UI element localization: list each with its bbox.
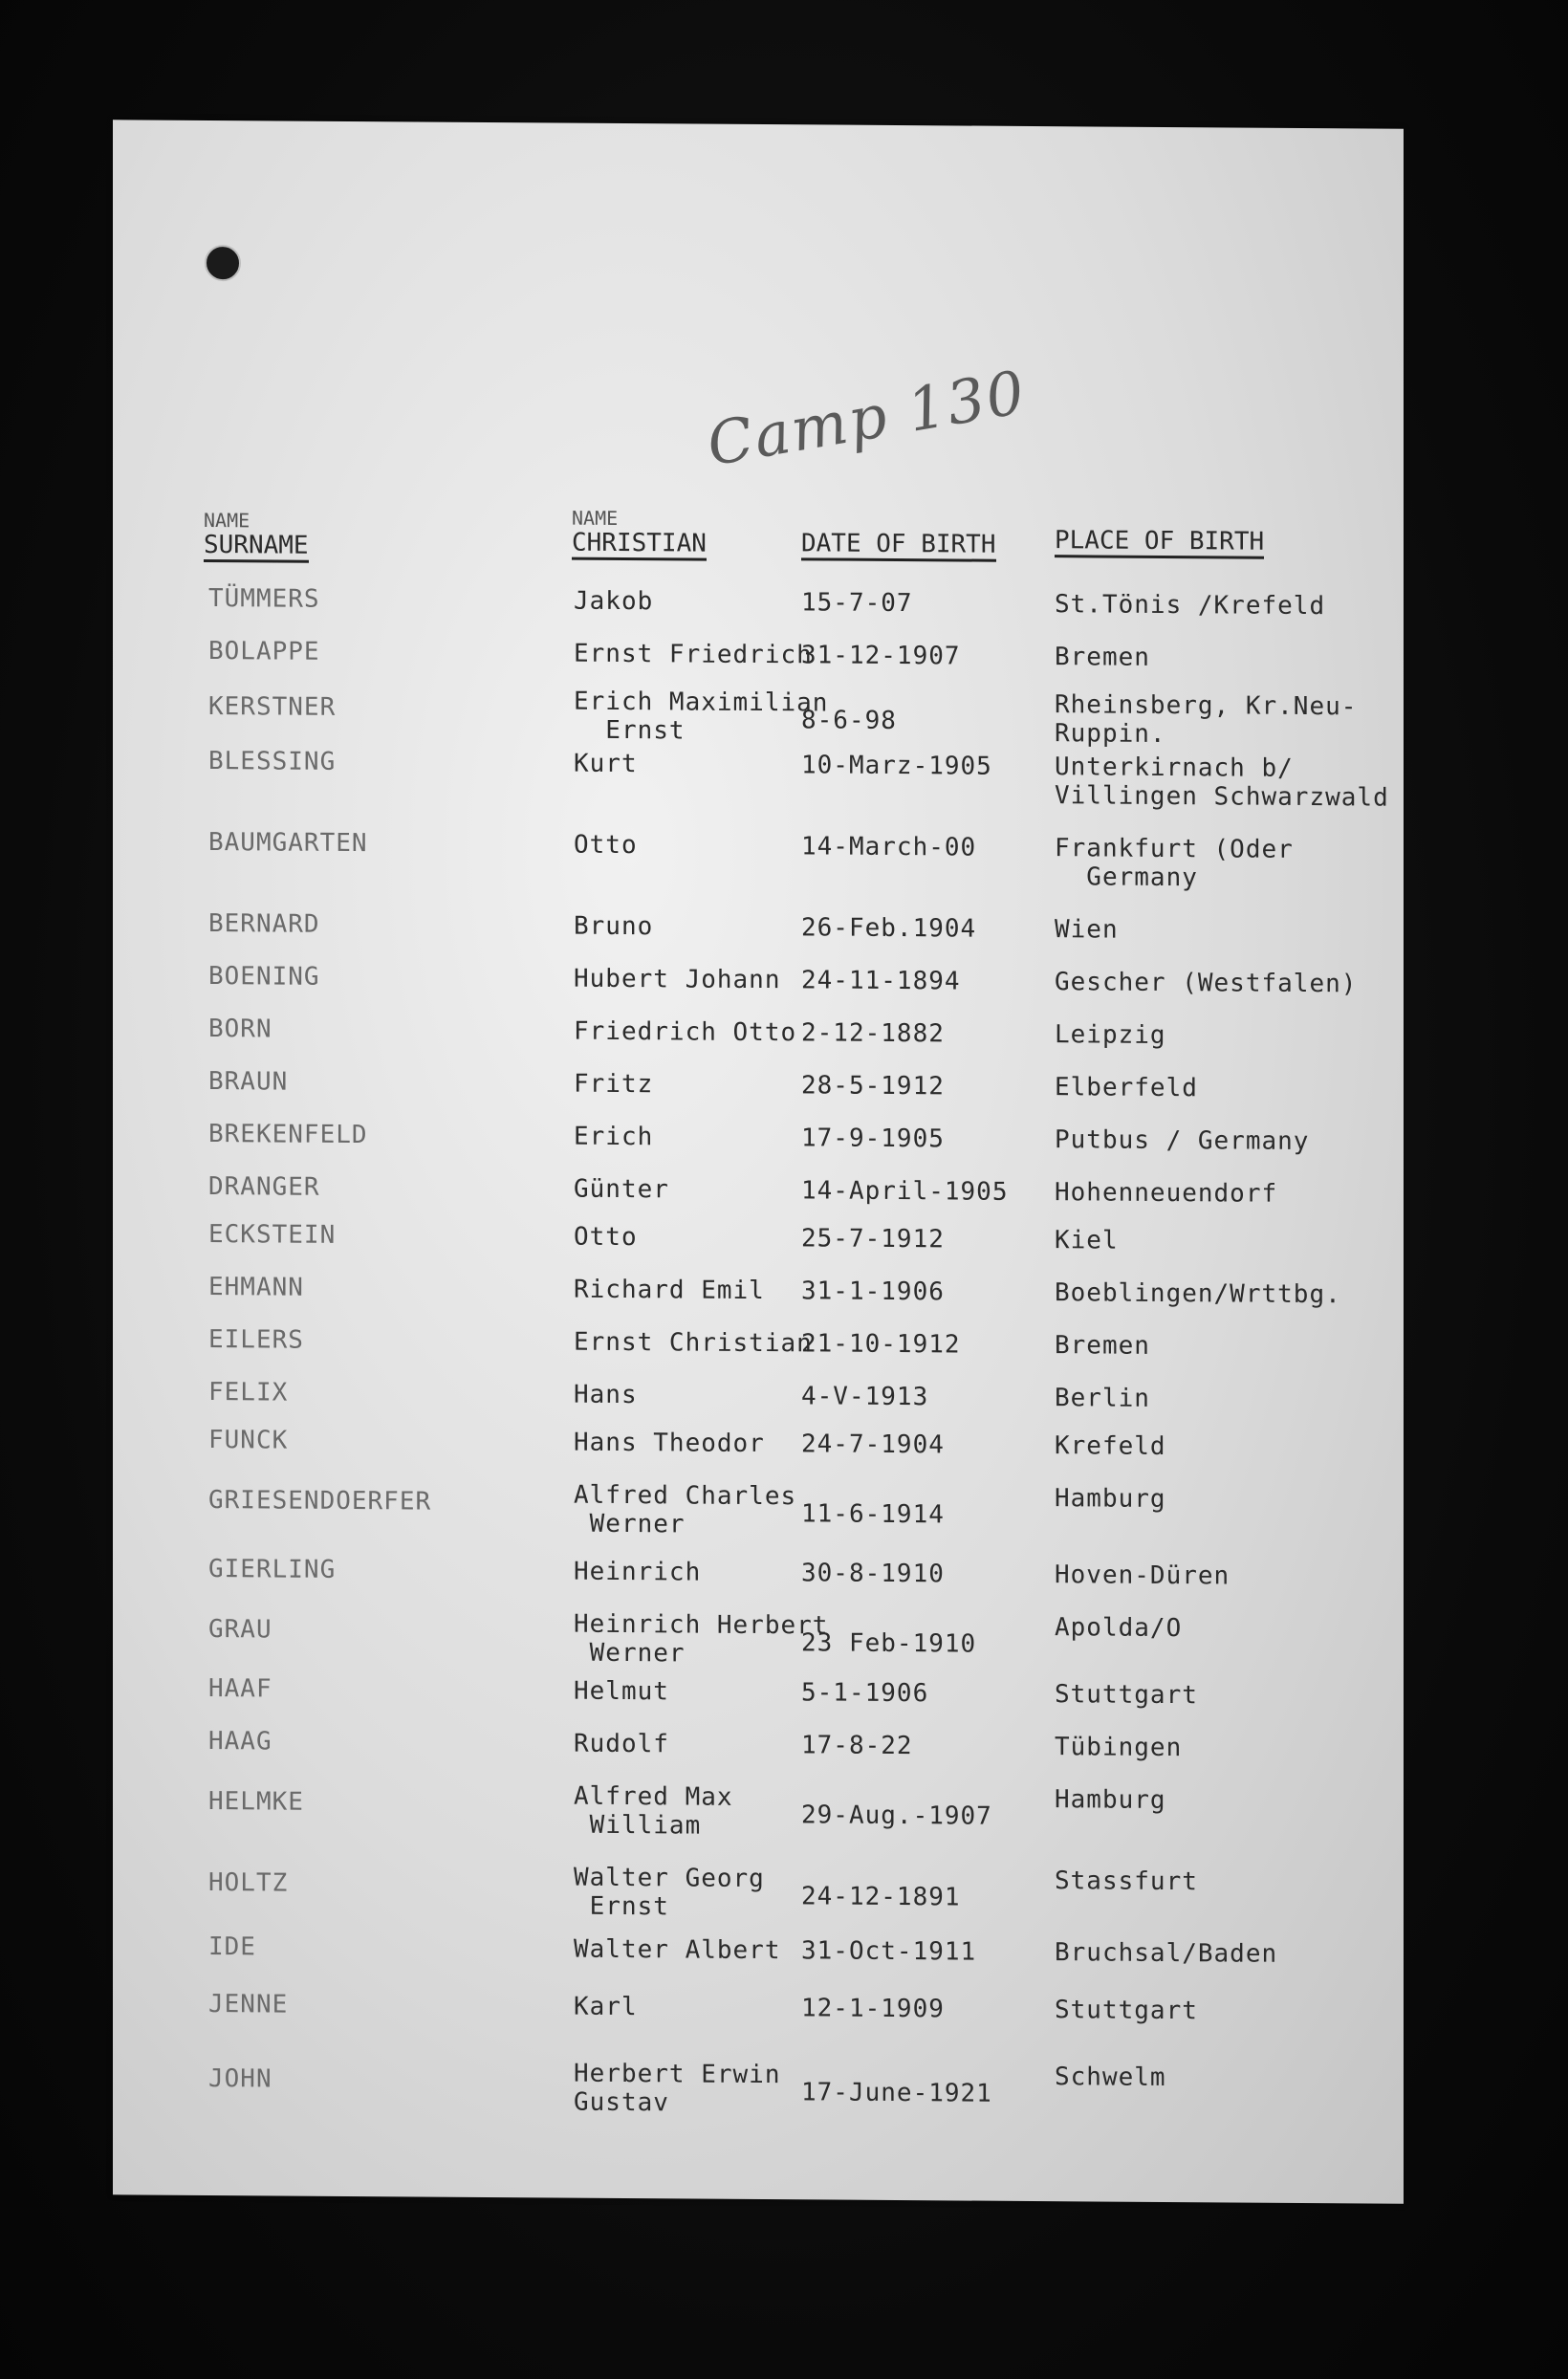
date-of-birth-cell: 29-Aug.-1907 <box>801 1801 992 1831</box>
surname-cell: KERSTNER <box>208 691 337 722</box>
place-of-birth-cell: Stuttgart <box>1055 1996 1198 2026</box>
surname-cell: BERNARD <box>208 908 320 939</box>
handwritten-annotation: Camp 130 <box>702 357 1032 480</box>
place-of-birth-cell: Bruchsal/Baden <box>1055 1938 1278 1969</box>
place-of-birth-cell: Hamburg <box>1055 1484 1166 1514</box>
table-row <box>113 2056 1404 2118</box>
christian-name-cell: Heinrich Herbert Werner <box>574 1609 829 1669</box>
place-of-birth-cell: Wien <box>1055 915 1119 945</box>
surname-cell: BRAUN <box>208 1066 289 1097</box>
christian-name-cell: Otto <box>574 1222 638 1253</box>
surname-cell: GRIESENDOERFER <box>208 1485 432 1517</box>
surname-cell: BLESSING <box>208 746 337 776</box>
table-row <box>113 1219 1404 1255</box>
christian-name-cell: Bruno <box>574 911 654 942</box>
date-of-birth-cell: 17-9-1905 <box>801 1124 945 1154</box>
christian-name-cell: Günter <box>574 1174 669 1205</box>
header-pob <box>1055 528 1264 559</box>
date-of-birth-cell: 11-6-1914 <box>801 1499 945 1530</box>
table-row <box>113 1606 1404 1669</box>
christian-name-cell: Helmut <box>574 1676 669 1707</box>
date-of-birth-cell: 5-1-1906 <box>801 1678 929 1709</box>
date-of-birth-cell: 4-V-1913 <box>801 1382 929 1412</box>
table-row <box>113 827 1404 893</box>
place-of-birth-cell: Bremen <box>1055 643 1150 672</box>
table-row <box>113 1119 1404 1157</box>
header-surname <box>204 508 309 563</box>
table-row <box>113 1779 1404 1841</box>
surname-cell: BOENING <box>208 961 320 992</box>
date-of-birth-cell: 31-1-1906 <box>801 1277 945 1307</box>
place-of-birth-cell: Hoven-Düren <box>1055 1561 1230 1591</box>
date-of-birth-cell: 14-April-1905 <box>801 1176 1009 1207</box>
surname-cell: JENNE <box>208 1989 289 2019</box>
header-surname-label: SURNAME <box>204 533 309 563</box>
date-of-birth-cell: 14-March-00 <box>801 832 977 862</box>
surname-cell: BREKENFELD <box>208 1119 368 1150</box>
document-page <box>113 120 1404 2203</box>
table-row <box>113 1171 1404 1209</box>
surname-cell: HAAG <box>208 1726 272 1757</box>
date-of-birth-cell: 8-6-98 <box>801 706 897 736</box>
christian-name-cell: Herbert Erwin Gustav <box>574 2059 781 2118</box>
place-of-birth-cell: Unterkirnach b/ Villingen Schwarzwald <box>1055 753 1389 813</box>
table-row <box>113 1673 1404 1711</box>
christian-name-cell: Alfred Charles Werner <box>574 1480 797 1539</box>
table-row <box>113 684 1404 749</box>
place-of-birth-cell: Hamburg <box>1055 1785 1166 1815</box>
header-pob-label: PLACE OF BIRTH <box>1055 528 1264 559</box>
surname-cell: EILERS <box>208 1324 304 1355</box>
surname-cell: BORN <box>208 1014 272 1044</box>
table-row <box>113 1272 1404 1310</box>
christian-name-cell: Ernst Christian <box>574 1327 813 1359</box>
place-of-birth-cell: St.Tönis /Krefeld <box>1055 590 1326 622</box>
christian-name-cell: Heinrich <box>574 1557 702 1587</box>
place-of-birth-cell: Berlin <box>1055 1384 1150 1413</box>
table-row <box>113 636 1404 672</box>
christian-name-cell: Alfred Max William <box>574 1781 733 1841</box>
place-of-birth-cell: Kiel <box>1055 1226 1119 1255</box>
christian-name-cell: Erich <box>574 1122 654 1152</box>
table-row <box>113 1425 1404 1461</box>
date-of-birth-cell: 24-11-1894 <box>801 966 961 996</box>
punch-hole <box>205 245 241 281</box>
christian-name-cell: Hans <box>574 1380 638 1410</box>
place-of-birth-cell: Stassfurt <box>1055 1866 1198 1897</box>
table-row <box>113 1860 1404 1922</box>
christian-name-cell: Ernst Friedrich <box>574 639 813 670</box>
date-of-birth-cell: 24-12-1891 <box>801 1882 961 1912</box>
table-row <box>113 1014 1404 1050</box>
date-of-birth-cell: 2-12-1882 <box>801 1018 945 1049</box>
surname-cell: HAAF <box>208 1673 272 1704</box>
christian-name-cell: Kurt <box>574 749 638 779</box>
table-row <box>113 908 1404 945</box>
table-row <box>113 1989 1404 2026</box>
date-of-birth-cell: 23 Feb-1910 <box>801 1628 977 1659</box>
place-of-birth-cell: Frankfurt (Oder Germany <box>1055 834 1294 893</box>
christian-name-cell: Fritz <box>574 1069 654 1100</box>
surname-cell: GRAU <box>208 1614 272 1645</box>
christian-name-cell: Walter Georg Ernst <box>574 1863 765 1922</box>
date-of-birth-cell: 28-5-1912 <box>801 1071 945 1102</box>
christian-name-cell: Friedrich Otto <box>574 1016 797 1048</box>
place-of-birth-cell: Krefeld <box>1055 1431 1166 1461</box>
place-of-birth-cell: Tübingen <box>1055 1733 1183 1763</box>
surname-cell: IDE <box>208 1932 256 1962</box>
date-of-birth-cell: 30-8-1910 <box>801 1559 945 1589</box>
date-of-birth-cell: 31-12-1907 <box>801 641 961 671</box>
table-row <box>113 1066 1404 1103</box>
place-of-birth-cell: Putbus / Germany <box>1055 1125 1310 1157</box>
surname-cell: FELIX <box>208 1377 289 1408</box>
surname-cell: FUNCK <box>208 1425 289 1455</box>
christian-name-cell: Rudolf <box>574 1729 669 1759</box>
place-of-birth-cell: Gescher (Westfalen) <box>1055 968 1358 999</box>
table-row <box>113 1324 1404 1361</box>
date-of-birth-cell: 17-8-22 <box>801 1731 913 1761</box>
surname-cell: JOHN <box>208 2063 272 2094</box>
place-of-birth-cell: Boeblingen/Wrttbg. <box>1055 1278 1341 1310</box>
date-of-birth-cell: 17-June-1921 <box>801 2078 992 2108</box>
date-of-birth-cell: 26-Feb.1904 <box>801 913 977 944</box>
table-row <box>113 1726 1404 1763</box>
surname-cell: BOLAPPE <box>208 636 320 666</box>
place-of-birth-cell: Schwelm <box>1055 2063 1166 2092</box>
surname-cell: ECKSTEIN <box>208 1219 337 1250</box>
christian-name-cell: Otto <box>574 830 638 861</box>
surname-cell: HOLTZ <box>208 1867 289 1898</box>
table-row <box>113 583 1404 622</box>
date-of-birth-cell: 31-Oct-1911 <box>801 1936 977 1967</box>
place-of-birth-cell: Apolda/O <box>1055 1613 1183 1644</box>
place-of-birth-cell: Hohenneuendorf <box>1055 1178 1278 1209</box>
christian-name-cell: Walter Albert <box>574 1934 781 1966</box>
header-christian-label: CHRISTIAN <box>572 531 707 561</box>
surname-cell: HELMKE <box>208 1786 304 1817</box>
header-dob <box>801 531 996 561</box>
table-row <box>113 1932 1404 1969</box>
table-row <box>113 961 1404 999</box>
surname-cell: GIERLING <box>208 1554 337 1584</box>
place-of-birth-cell: Leipzig <box>1055 1020 1166 1050</box>
table-row <box>113 1554 1404 1591</box>
christian-name-cell: Erich Maximilian Ernst <box>574 687 829 746</box>
place-of-birth-cell: Bremen <box>1055 1331 1150 1361</box>
christian-name-cell: Hubert Johann <box>574 964 781 995</box>
christian-name-cell: Jakob <box>574 586 654 617</box>
header-dob-label: DATE OF BIRTH <box>801 531 996 561</box>
header-christian <box>572 506 707 561</box>
date-of-birth-cell: 21-10-1912 <box>801 1329 961 1360</box>
header-surname-top: NAME <box>204 508 250 533</box>
table-row <box>113 1377 1404 1413</box>
table-row <box>113 1477 1404 1539</box>
surname-cell: BAUMGARTEN <box>208 827 368 859</box>
surname-cell: TÜMMERS <box>208 583 320 614</box>
surname-cell: DRANGER <box>208 1171 320 1202</box>
date-of-birth-cell: 24-7-1904 <box>801 1430 945 1460</box>
date-of-birth-cell: 12-1-1909 <box>801 1994 945 2024</box>
christian-name-cell: Richard Emil <box>574 1275 765 1306</box>
place-of-birth-cell: Rheinsberg, Kr.Neu- Ruppin. <box>1055 690 1358 749</box>
christian-name-cell: Hans Theodor <box>574 1428 765 1459</box>
date-of-birth-cell: 25-7-1912 <box>801 1224 945 1255</box>
surname-cell: EHMANN <box>208 1272 304 1302</box>
header-christian-top: NAME <box>572 506 619 530</box>
place-of-birth-cell: Elberfeld <box>1055 1073 1198 1103</box>
date-of-birth-cell: 15-7-07 <box>801 588 913 619</box>
christian-name-cell: Karl <box>574 1992 638 2022</box>
date-of-birth-cell: 10-Marz-1905 <box>801 751 992 781</box>
place-of-birth-cell: Stuttgart <box>1055 1680 1198 1711</box>
